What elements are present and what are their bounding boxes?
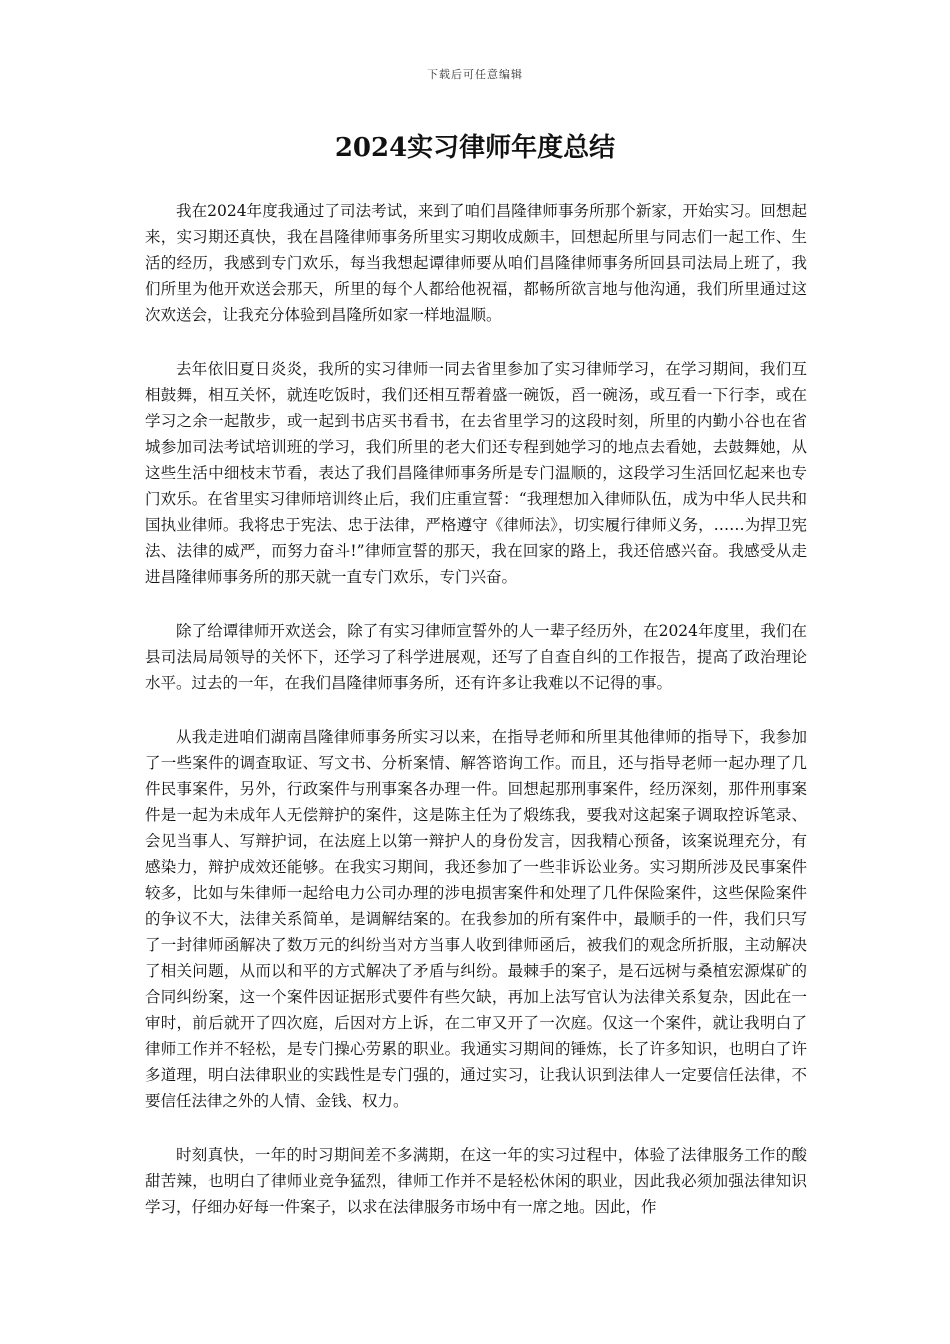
- paragraph-4: 从我走进咱们湖南昌隆律师事务所实习以来，在指导老师和所里其他律师的指导下，我参加了一些案件的调查取证、写文书、分析案情、解答谘询工作。而且，还与指导老师一起办理了几件民事案件，另外，行政案件与刑事案各办理一件。回想起那刑事案件，经历深刻，那件刑事案件是一起为未成年人无偿辩护的案件，这是陈主任为了煅练我，要我对这起案子调取控诉笔录、会见当事人、写辩护词，在法庭上以第一辩护人的身份发言，因我精心预备，该案说理充分，有感染力，辩护成效还能够。在我实习期间，我还参加了一些非诉讼业务。实习期所涉及民事案件较多，比如与朱律师一起给电力公司办理的涉电损害案件和处理了几件保险案件，这些保险案件的争议不大，法律关系简单，是调解结案的。在我参加的所有案件中，最顺手的一件，我们只写了一封律师函解决了数万元的纠纷当对方当事人收到律师函后，被我们的观念所折服，主动解决了相关问题，从而以和平的方式解决了矛盾与纠纷。最棘手的案子，是石远树与桑植宏源煤矿的合同纠纷案，这一个案件因证据形式要件有些欠缺，再加上法写官认为法律关系复杂，因此在一审时，前后就开了四次庭，后因对方上诉，在二审又开了一次庭。仅这一个案件，就让我明白了律师工作并不轻松，是专门操心劳累的职业。我通实习期间的锤炼，长了许多知识，也明白了许多道理，明白法律职业的实践性是专门强的，通过实习，让我认识到法律人一定要信任法律，不要信任法律之外的人情、金钱、权力。: [145, 728, 807, 1110]
- document-body: [145, 198, 807, 1248]
- paragraph-5: 时刻真快，一年的时习期间差不多满期，在这一年的实习过程中，体验了法律服务工作的酸甜苦辣，也明白了律师业竞争猛烈，律师工作并不是轻松休闲的职业，因此我必须加强法律知识学习，仔细办好每一件案子，以求在法律服务市场中有一席之地。因此，作: [145, 1146, 807, 1216]
- document-title: 2024实习律师年度总结: [334, 133, 616, 163]
- paragraph-3: 除了给谭律师开欢送会，除了有实习律师宣誓外的人一辈子经历外，在2024年度里，我们在县司法局局领导的关怀下，还学习了科学进展观，还写了自查自纠的工作报告，提高了政治理论水平。过去的一年，在我们昌隆律师事务所，还有许多让我难以不记得的事。: [145, 622, 807, 692]
- paragraph-1: 我在2024年度我通过了司法考试，来到了咱们昌隆律师事务所那个新家，开始实习。回想起来，实习期还真快，我在昌隆律师事务所里实习期收成颇丰，回想起所里与同志们一起工作、生活的经历，我感到专门欢乐，每当我想起谭律师要从咱们昌隆律师事务所回县司法局上班了，我们所里为他开欢送会那天，所里的每个人都给他祝福，都畅所欲言地与他沟通，我们所里通过这次欢送会，让我充分体验到昌隆所如家一样地温顺。: [145, 202, 807, 324]
- header-note: 下载后可任意编辑: [427, 68, 523, 81]
- paragraph-2: 去年依旧夏日炎炎，我所的实习律师一同去省里参加了实习律师学习，在学习期间，我们互相鼓舞，相互关怀，就连吃饭时，我们还相互帮着盛一碗饭，舀一碗汤，或互看一下行李，或在学习之余一起散步，或一起到书店买书看书，在去省里学习的这段时刻，所里的内勤小谷也在省城参加司法考试培训班的学习，我们所里的老大们还专程到她学习的地点去看她，去鼓舞她，从这些生活中细枝末节看，表达了我们昌隆律师事务所是专门温顺的，这段学习生活回忆起来也专门欢乐。在省里实习律师培训终止后，我们庄重宣誓：“我理想加入律师队伍，成为中华人民共和国执业律师。我将忠于宪法、忠于法律，严格遵守《律师法》，切实履行律师义务，……为捍卫宪法、法律的威严，而努力奋斗!”律师宣誓的那天，我在回家的路上，我还倍感兴奋。我感受从走进昌隆律师事务所的那天就一直专门欢乐，专门兴奋。: [145, 360, 807, 586]
